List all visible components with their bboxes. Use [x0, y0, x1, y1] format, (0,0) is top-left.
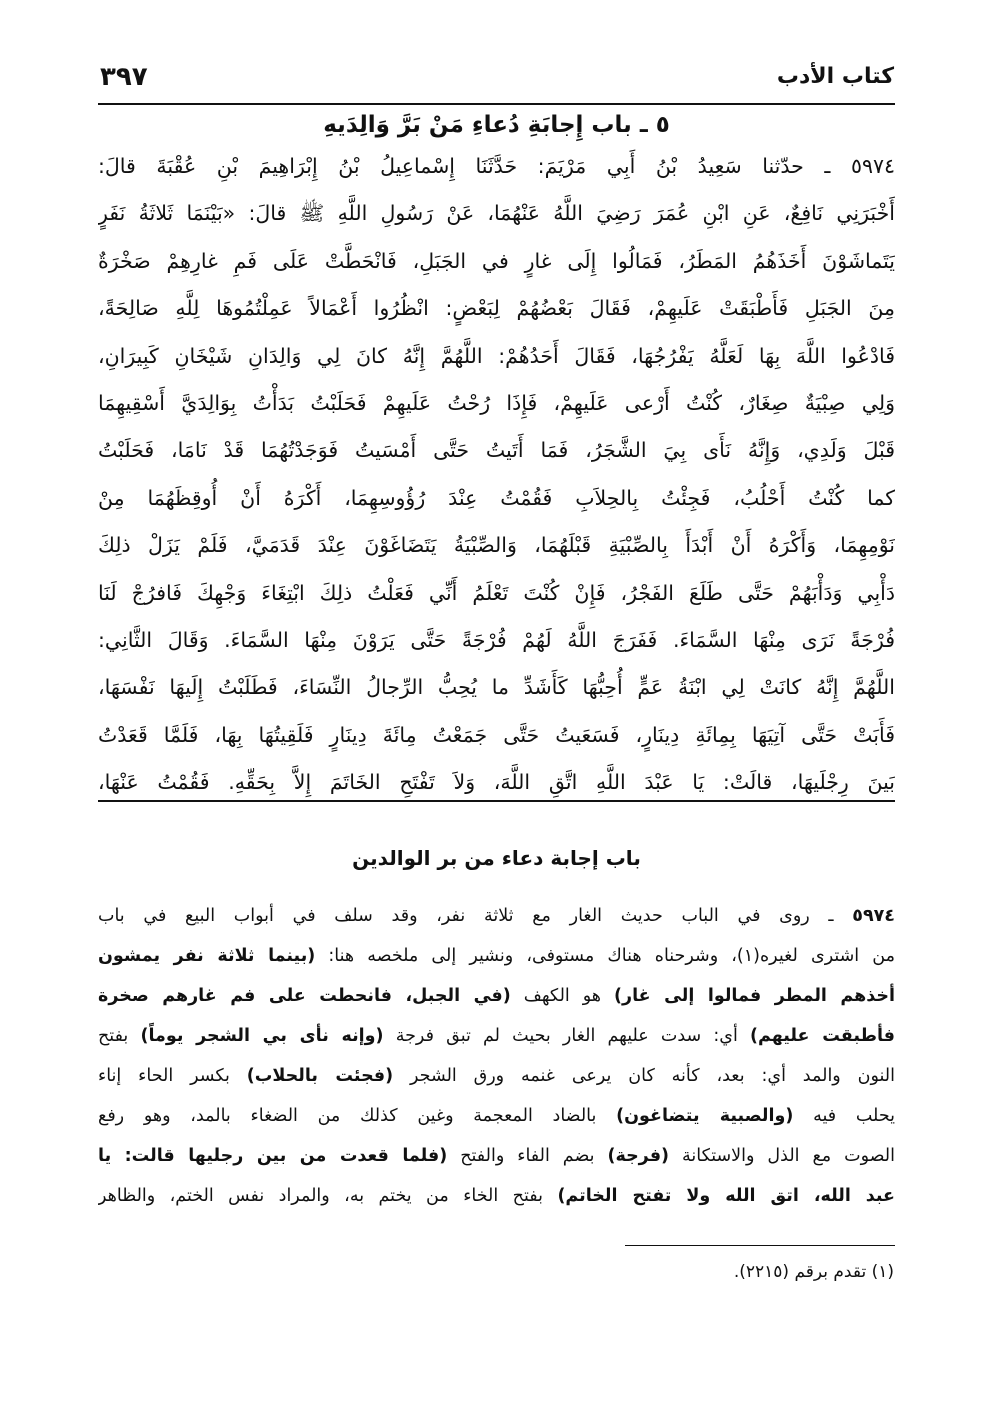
hadith-line: فَادْعُوا اللَّهَ بِهَا لَعَلَّهُ يَفْرُجُهَا، فَقَالَ أَحَدُهُمْ: اللَّهُمَّ إِنَّهُ كانَ لِي وَالِدَانِ شَيْخَانِ كَبِيرَانِ، — [98, 343, 895, 368]
quoted-segment: (وإنه نأى بي الشجر يوماً) — [140, 1026, 384, 1046]
commentary-segment: بكسر الحاء إناء — [98, 1066, 247, 1086]
commentary-segment: هو الكهف — [510, 986, 614, 1006]
commentary-line — [98, 937, 895, 975]
book-title: كتاب الأدب — [776, 64, 894, 89]
commentary-line — [98, 1017, 895, 1055]
commentary-segment: بضم الفاء والفتح — [447, 1146, 608, 1166]
commentary-segment: يحلب فيه — [793, 1106, 895, 1126]
commentary-line — [98, 897, 895, 935]
quoted-segment: (والصبية يتضاغون) — [616, 1106, 794, 1126]
hadith-line: اللَّهُمَّ إِنَّهُ كانَتْ لِي ابْنَةُ عَمٍّ أُحِبُّهَا كَأَشَدِّ ما يُحِبُّ الرِّجالُ النِّسَاءَ، فَطَلَبْتُ إِلَيهَا نَفْسَهَا، — [98, 675, 895, 700]
commentary-segment: النون والمد أي: بعد، كأنه كان يرعى غنمه ورق الشجر — [393, 1066, 895, 1086]
footnote: (١) تقدم برقم (٢٢١٥). — [733, 1262, 894, 1282]
commentary-segment: أي: سدت عليهم الغار بحيث لم تبق فرجة — [383, 1026, 750, 1046]
hadith-line: ٥٩٧٤ ـ حدّثنا سَعِيدُ بْنُ أَبِي مَرْيَمَ: حَدَّثَنَا إِسْماعِيلُ بْنُ إِبْرَاهِيمَ بْنِ عُقْبَةَ قالَ: — [98, 154, 895, 178]
commentary-line — [98, 1177, 895, 1215]
hadith-line: يَتَماشَوْنَ أَخَذَهُمُ المَطَرُ، فَمَالُوا إِلَى غارٍ في الجَبَلِ، فَانْحَطَّتْ عَلَى فَمِ غارِهِمْ صَخْرَةٌ — [98, 248, 895, 273]
commentary-segment: ـ روى في الباب حديث الغار مع ثلاثة نفر، وقد سلف في أبواب البيع في باب — [98, 906, 853, 926]
commentary-segment: بفتح — [98, 1026, 141, 1046]
quoted-segment: (فرجة) — [607, 1146, 670, 1166]
hadith-line: كما كُنْتُ أَحْلُبُ، فَجِئْتُ بِالحِلاَبِ فَقُمْتُ عِنْدَ رُؤُوسِهِمَا، أَكْرَهُ أَنْ أُوقِظَهُمَا مِنْ — [98, 485, 895, 510]
hadith-line: نَوْمِهِمَا، وَأَكْرَهُ أَنْ أَبْدَأَ بِالصِّبْيَةِ قَبْلَهُمَا، وَالصِّبْيَةُ يَتَضَاغَوْنَ عِنْدَ قَدَمَيَّ، فَلَمْ يَزَلْ ذلِكَ — [98, 533, 895, 558]
commentary-line — [98, 1057, 895, 1095]
hadith-line: مِنَ الجَبَلِ فَأَطْبَقَتْ عَلَيهِمْ، فَقَالَ بَعْضُهُمْ لِبَعْضٍ: انْظُرُوا أَعْمَالاً عَمِلْتُمُوهَا لِلَّهِ صَالِحَةً، — [98, 296, 895, 321]
footnote-divider — [625, 1245, 895, 1246]
quoted-segment: ٥٩٧٤ — [852, 906, 895, 926]
quoted-segment: أخذهم المطر فمالوا إلى غار) — [614, 986, 895, 1006]
chapter-title: ٥ ـ باب إِجابَةِ دُعاءِ مَنْ بَرَّ وَالِدَيهِ — [323, 112, 670, 138]
commentary-segment: من اشترى لغيره(١)، وشرحناه هناك مستوفى، ونشير إلى ملخصه هنا: — [315, 946, 895, 966]
commentary-segment: بفتح الخاء من يختم به، والمراد نفس الختم، والظاهر — [98, 1186, 558, 1206]
hadith-line: وَلِي صِبْيَةٌ صِغَارٌ، كُنْتُ أَرْعى عَلَيهِمْ، فَإِذَا رُحْتُ عَلَيهِمْ فَحَلَبْتُ بَدَأْتُ بِوَالِدَيَّ أَسْقِيهِمَا — [98, 391, 895, 415]
commentary-segment: الصوت مع الذل والاستكانة — [669, 1146, 895, 1166]
header-divider — [98, 103, 895, 105]
hadith-line: دَأْبِي وَدَأْبَهُمْ حَتَّى طَلَعَ الفَجْرُ، فَإِنْ كُنْتَ تَعْلَمُ أَنِّي فَعَلْتُ ذلِكَ ابْتِغَاءَ وَجْهِكَ فَافرُجْ لَنَا — [98, 580, 895, 605]
hadith-line: أَخْبَرَنِي نَافِعٌ، عَنِ ابْنِ عُمَرَ رَضِيَ اللَّهُ عَنْهُمَا، عَنْ رَسُولِ اللَّهِ ﷺ قالَ: «بَيْنَمَا ثَلاثَةُ نَفَرٍ — [98, 201, 895, 226]
quoted-segment: (بينما ثلاثة نفر يمشون — [98, 946, 316, 966]
commentary-line — [98, 1137, 895, 1175]
quoted-segment: فأطبقت عليهم) — [750, 1026, 895, 1046]
hadith-line: فَأَبَتْ حَتَّى آتِيَهَا بِمِائَةِ دِينَارٍ، فَسَعَيتُ حَتَّى جَمَعْتُ مِائَةَ دِينَارٍ فَلَقِيتُهَا بِهَا، فَلَمَّا قَعَدْتُ — [98, 722, 895, 747]
commentary-segment: بالضاد المعجمة وغين كذلك من الضغاء بالمد، وهو رفع — [98, 1106, 617, 1126]
hadith-line: بَينَ رِجْلَيهَا، قالَتْ: يَا عَبْدَ اللَّهِ اتَّقِ اللَّهَ، وَلاَ تَفْتَحِ الخَاتَمَ إِلاَّ بِحَقِّهِ. فَقُمْتُ عَنْهَا، — [98, 770, 895, 795]
quoted-segment: (فجئت بالحلاب) — [246, 1066, 394, 1086]
commentary-line — [98, 977, 895, 1015]
commentary-title: باب إجابة دعاء من بر الوالدين — [352, 846, 641, 870]
quoted-segment: عبد الله، اتق الله ولا تفتح الخاتم) — [557, 1186, 895, 1206]
commentary-divider — [98, 800, 895, 802]
hadith-line: فُرْجَةً نَرَى مِنْهَا السَّمَاءَ. فَفَرَجَ اللَّهُ لَهُمْ فُرْجَةً حَتَّى يَرَوْنَ مِنْهَا السَّمَاءَ. وَقَالَ الثَّانِي: — [98, 628, 895, 652]
quoted-segment: (في الجبل، فانحطت على فم غارهم صخرة — [98, 986, 511, 1006]
hadith-line: قَبْلَ وَلَدِي، وَإِنَّهُ نَأَى بِيَ الشَّجَرُ، فَمَا أَتَيتُ حَتَّى أَمْسَيتُ فَوَجَدْتُهُمَا قَدْ نَامَا، فَحَلَبْتُ — [98, 438, 895, 463]
page-number: ٣٩٧ — [100, 62, 148, 92]
quoted-segment: (فلما قعدت من بين رجليها قالت: يا — [98, 1146, 448, 1166]
commentary-line — [98, 1097, 895, 1135]
